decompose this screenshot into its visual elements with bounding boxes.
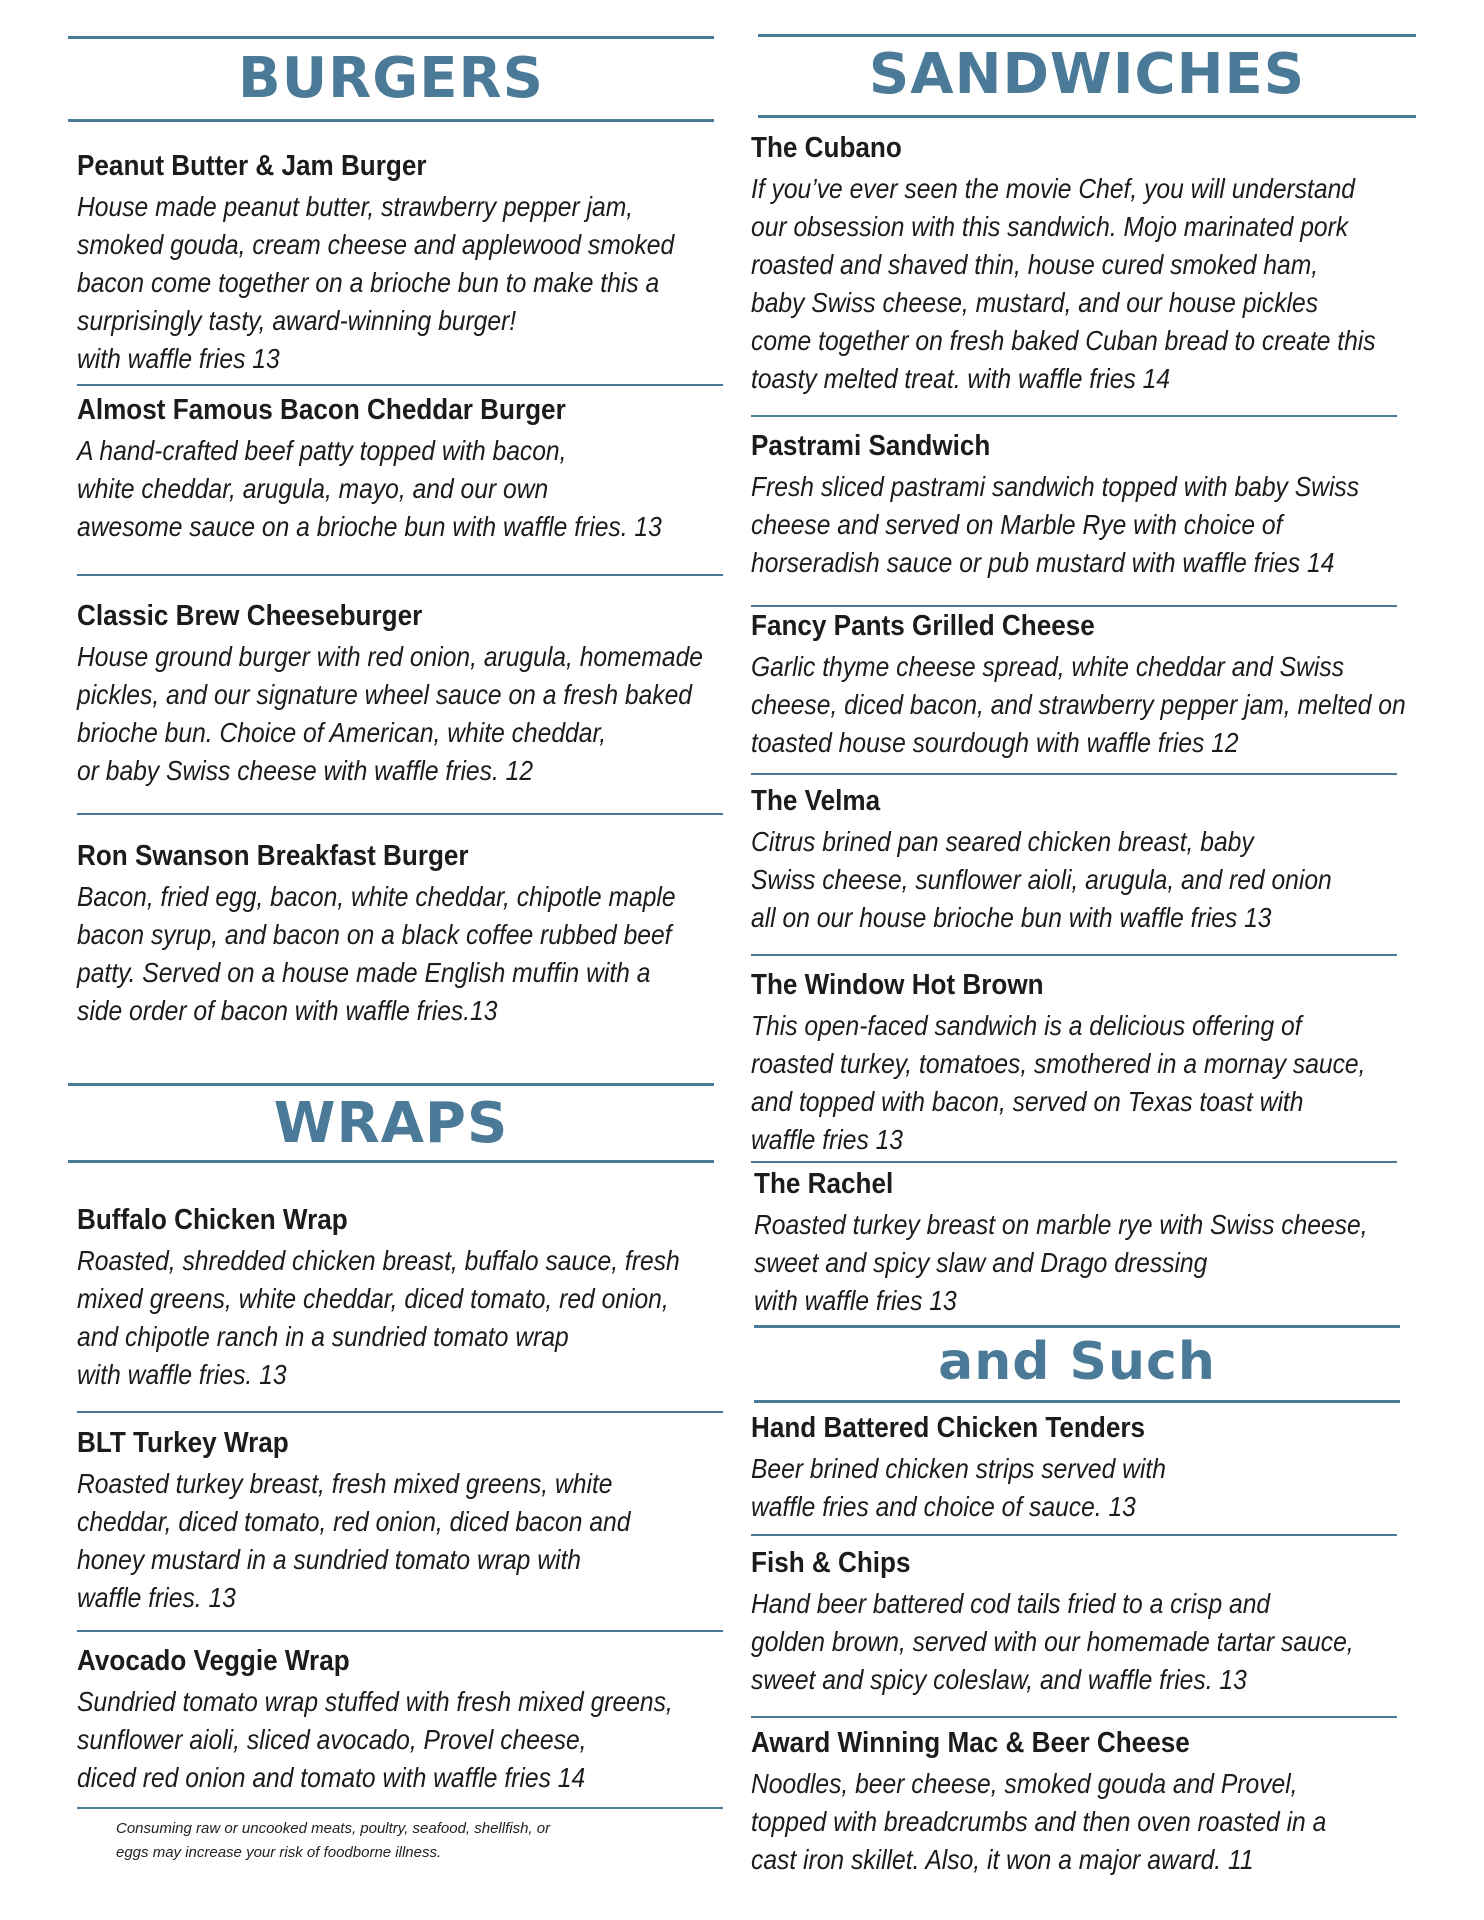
- item-description: Beer brined chicken strips served with waffle fries and choice of sauce. 13: [751, 1453, 1166, 1522]
- item-description: House made peanut butter, strawberry pepper jam, smoked gouda, cream cheese and applewood smoked bacon come together on a brioche bun to make this a surprisingly tasty, award-winning burger! with waffle fries 13: [77, 191, 675, 374]
- item-description: This open-faced sandwich is a delicious offering of roasted turkey, tomatoes, smothered in a mornay sauce, and topped with bacon, served on Texas toast with waffle fries 13: [751, 1010, 1366, 1155]
- header-rule: [68, 1083, 714, 1086]
- item-divider: [751, 773, 1397, 775]
- item-description: Noodles, beer cheese, smoked gouda and Provel, topped with breadcrumbs and then oven roasted in a cast iron skillet. Also, it won a major award. 11: [751, 1768, 1327, 1875]
- header-rule: [68, 1160, 714, 1163]
- item-description: Bacon, fried egg, bacon, white cheddar, chipotle maple bacon syrup, and bacon on a black coffee rubbed beef patty. Served on a house made English muffin with a side order of bacon with waffle fries.13: [77, 881, 676, 1026]
- header-rule: [68, 119, 714, 122]
- item-name: Award Winning Mac & Beer Cheese: [751, 1727, 1190, 1759]
- item-description: House ground burger with red onion, arugula, homemade pickles, and our signature wheel sauce on a fresh baked brioche bun. Choice of American, white cheddar, or baby Swiss cheese with waffle fries. 12: [77, 641, 703, 786]
- item-description: Roasted turkey breast on marble rye with Swiss cheese, sweet and spicy slaw and Drago dressing with waffle fries 13: [754, 1209, 1368, 1316]
- section-title: SANDWICHES: [868, 42, 1306, 107]
- item-description: Roasted, shredded chicken breast, buffalo sauce, fresh mixed greens, white cheddar, diced tomato, red onion, and chipotle ranch in a sundried tomato wrap with waffle fries. 13: [77, 1245, 680, 1390]
- item-name: Buffalo Chicken Wrap: [77, 1204, 348, 1236]
- menu-item-mac-cheese: [751, 1725, 1411, 1879]
- menu-item-veggie-wrap: [77, 1643, 737, 1797]
- header-rule: [754, 1400, 1400, 1403]
- item-description: A hand-crafted beef patty topped with bacon, white cheddar, arugula, mayo, and our own awesome sauce on a brioche bun with waffle fries. 13: [77, 435, 662, 542]
- item-description: Sundried tomato wrap stuffed with fresh mixed greens, sunflower aioli, sliced avocado, Provel cheese, diced red onion and tomato with waffle fries 14: [77, 1686, 673, 1793]
- menu-item-cubano: [751, 130, 1411, 398]
- item-description: Roasted turkey breast, fresh mixed greens, white cheddar, diced tomato, red onion, diced bacon and honey mustard in a sundried tomato wrap with waffle fries. 13: [77, 1468, 631, 1613]
- item-description: If you’ve ever seen the movie Chef, you will understand our obsession with this sandwich. Mojo marinated pork roasted and shaved thin, house cured smoked ham, baby Swiss cheese, mustard, and our house pickles come together on fresh baked Cuban bread to create this toasty melted treat. with waffle fries 14: [751, 173, 1376, 394]
- item-divider: [751, 415, 1397, 417]
- item-divider: [751, 1716, 1397, 1718]
- item-name: The Rachel: [754, 1168, 894, 1200]
- item-divider: [751, 605, 1397, 607]
- section-title: BURGERS: [238, 46, 544, 111]
- item-name: Almost Famous Bacon Cheddar Burger: [77, 394, 566, 426]
- item-name: The Cubano: [751, 132, 902, 164]
- item-description: Citrus brined pan seared chicken breast, baby Swiss cheese, sunflower aioli, arugula, and red onion all on our house brioche bun with waffle fries 13: [751, 826, 1332, 933]
- menu-item-buffalo-wrap: [77, 1202, 737, 1394]
- menu-item-fish-chips: [751, 1545, 1411, 1699]
- item-name: Avocado Veggie Wrap: [77, 1645, 350, 1677]
- item-name: Fancy Pants Grilled Cheese: [751, 610, 1095, 642]
- item-divider: [751, 954, 1397, 956]
- menu-item-ron-swanson: [77, 838, 737, 1030]
- item-divider: [751, 1534, 1397, 1536]
- burgers-header: [68, 36, 714, 122]
- item-description: Garlic thyme cheese spread, white cheddar and Swiss cheese, diced bacon, and strawberry pepper jam, melted on toasted house sourdough with waffle fries 12: [751, 651, 1406, 758]
- item-name: BLT Turkey Wrap: [77, 1427, 289, 1459]
- item-description: Hand beer battered cod tails fried to a crisp and golden brown, served with our homemade tartar sauce, sweet and spicy coleslaw, and waffle fries. 13: [751, 1588, 1354, 1695]
- item-divider: [77, 1630, 723, 1632]
- item-name: Fish & Chips: [751, 1547, 911, 1579]
- item-name: Classic Brew Cheeseburger: [77, 600, 423, 632]
- item-name: Peanut Butter & Jam Burger: [77, 150, 427, 182]
- item-name: The Window Hot Brown: [751, 969, 1044, 1001]
- and-such-header: [754, 1325, 1400, 1403]
- header-rule: [754, 1325, 1400, 1328]
- menu-item-bacon-cheddar: [77, 392, 737, 546]
- item-name: The Velma: [751, 785, 881, 817]
- menu-item-tenders: [751, 1410, 1411, 1526]
- sandwiches-header: [758, 34, 1416, 118]
- menu-item-grilled-cheese: [751, 608, 1411, 762]
- header-rule: [758, 115, 1416, 118]
- item-description: Fresh sliced pastrami sandwich topped with baby Swiss cheese and served on Marble Rye with choice of horseradish sauce or pub mustard with waffle fries 14: [751, 471, 1360, 578]
- menu-item-velma: [751, 783, 1411, 937]
- menu-item-pastrami: [751, 428, 1411, 582]
- section-title: and Such: [938, 1332, 1216, 1392]
- item-name: Ron Swanson Breakfast Burger: [77, 840, 469, 872]
- item-divider: [77, 813, 723, 815]
- foodborne-illness-disclaimer: Consuming raw or uncooked meats, poultry, seafood, shellfish, or eggs may increase your risk of foodborne illness.: [116, 1820, 551, 1861]
- header-rule: [758, 34, 1416, 37]
- item-divider: [77, 1411, 723, 1413]
- item-divider: [77, 1807, 723, 1809]
- item-name: Pastrami Sandwich: [751, 430, 991, 462]
- menu-item-blt-wrap: [77, 1425, 737, 1617]
- item-divider: [77, 574, 723, 576]
- header-rule: [68, 36, 714, 39]
- section-title: WRAPS: [273, 1091, 509, 1156]
- item-divider: [751, 1161, 1397, 1163]
- wraps-header: [68, 1083, 714, 1163]
- menu-item-hot-brown: [751, 967, 1411, 1159]
- item-name: Hand Battered Chicken Tenders: [751, 1412, 1146, 1444]
- item-divider: [77, 384, 723, 386]
- menu-item-pbj-burger: [77, 148, 737, 378]
- menu-item-classic-brew: [77, 598, 737, 790]
- menu-item-rachel: [754, 1166, 1414, 1320]
